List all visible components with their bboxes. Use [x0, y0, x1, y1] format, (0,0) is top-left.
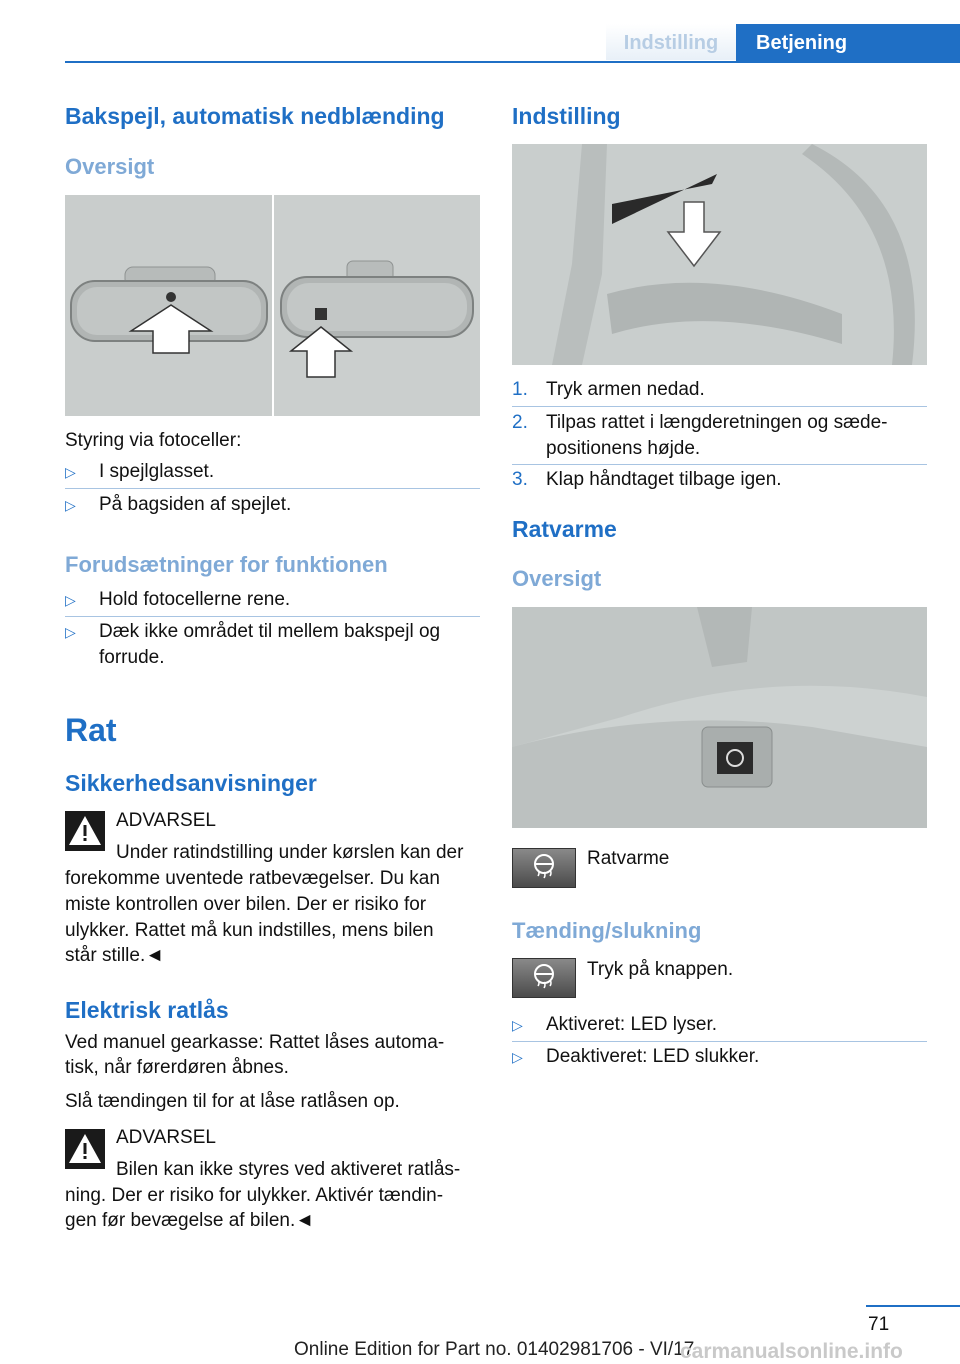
paragraph-text: Slå tændingen til for at låse ratlåsen op.: [65, 1091, 400, 1112]
heading-forudsaetninger: Forudsætninger for funktionen: [65, 552, 388, 577]
watermark: carmanualsonline.info: [680, 1340, 903, 1363]
warning-text: forekomme uventede ratbevægelser. Du kan: [65, 868, 440, 889]
header-rule: [65, 61, 960, 63]
warning-title: ADVARSEL: [116, 1127, 216, 1148]
paragraph-text: tisk, når førerdøren åbnes.: [65, 1057, 289, 1078]
mirror-overview-image: [65, 195, 480, 416]
heading-oversigt-ratvarme: Oversigt: [512, 566, 602, 591]
steering-adjust-image: [512, 144, 927, 365]
warning-text: ning. Der er risiko for ulykker. Aktivér tændin‐: [65, 1185, 444, 1206]
ratvarme-label: Ratvarme: [587, 848, 670, 869]
list-item: ▷ I spejlglasset.: [65, 459, 480, 485]
bullet-triangle-icon: ▷: [512, 1017, 523, 1033]
styring-text: Styring via fotoceller:: [65, 430, 242, 451]
warning-triangle-icon: [65, 1129, 105, 1169]
warning-text: ulykker. Rattet må kun indstilles, mens bilen: [65, 920, 434, 941]
list-item: 3. Klap håndtaget tilbage igen.: [512, 469, 782, 490]
list-item: ▷ Hold fotocellerne rene.: [65, 587, 480, 613]
heading-ratlaas: Elektrisk ratlås: [65, 997, 229, 1023]
list-item: ▷ På bagsiden af spejlet.: [65, 492, 480, 518]
heading-rat: Rat: [65, 712, 117, 748]
heated-steering-image: [512, 607, 927, 828]
bullet-triangle-icon: ▷: [65, 624, 76, 640]
heading-ratvarme: Ratvarme: [512, 516, 617, 542]
page-number: 71: [868, 1314, 890, 1335]
warning-text: gen før bevægelse af bilen.◄: [65, 1210, 315, 1231]
list-item: ▷ Dæk ikke området til mellem bakspejl og forrude.: [65, 621, 441, 668]
list-item: ▷ Aktiveret: LED lyser.: [512, 1012, 927, 1038]
list-separator: [512, 464, 927, 465]
warning-text: miste kontrollen over bilen. Der er risiko for: [65, 894, 427, 915]
heading-sikkerhed: Sikkerhedsanvisninger: [65, 770, 317, 796]
edition-footer: Online Edition for Part no. 01402981706 - VI/17: [294, 1339, 695, 1360]
bullet-triangle-icon: ▷: [512, 1049, 523, 1065]
warning-text: står stille.◄: [65, 945, 165, 966]
list-separator: [512, 406, 927, 407]
warning-text: Bilen kan ikke styres ved aktiveret ratlås‐: [116, 1159, 461, 1180]
heading-taending: Tænding/slukning: [512, 918, 702, 943]
bullet-triangle-icon: ▷: [65, 464, 76, 480]
warning-text: Under ratindstilling under kørslen kan der: [116, 842, 464, 863]
header-tab-indstilling[interactable]: Indstilling: [606, 24, 736, 60]
list-separator: [65, 616, 480, 617]
warning-title: ADVARSEL: [116, 810, 216, 831]
heated-steering-wheel-icon: [512, 958, 576, 998]
list-separator: [512, 1041, 927, 1042]
list-item: ▷ Deaktiveret: LED slukker.: [512, 1044, 927, 1070]
warning-triangle-icon: [65, 811, 105, 851]
paragraph-text: Ved manuel gearkasse: Rattet låses automa‐: [65, 1032, 445, 1053]
footer-rule: [866, 1305, 960, 1307]
tryk-text: Tryk på knappen.: [587, 959, 734, 980]
heading-indstilling: Indstilling: [512, 103, 621, 129]
list-item: 1. Tryk armen nedad.: [512, 379, 705, 400]
header-tab-betjening[interactable]: Betjening: [736, 24, 960, 61]
heated-steering-wheel-icon: [512, 848, 576, 888]
list-separator: [65, 488, 480, 489]
heading-bakspejl: Bakspejl, automatisk nedblænding: [65, 103, 445, 129]
heading-oversigt-mirror: Oversigt: [65, 154, 155, 179]
list-item: 2. Tilpas rattet i længderetningen og sæde‐ positionens højde.: [512, 412, 888, 459]
bullet-triangle-icon: ▷: [65, 497, 76, 513]
bullet-triangle-icon: ▷: [65, 592, 76, 608]
